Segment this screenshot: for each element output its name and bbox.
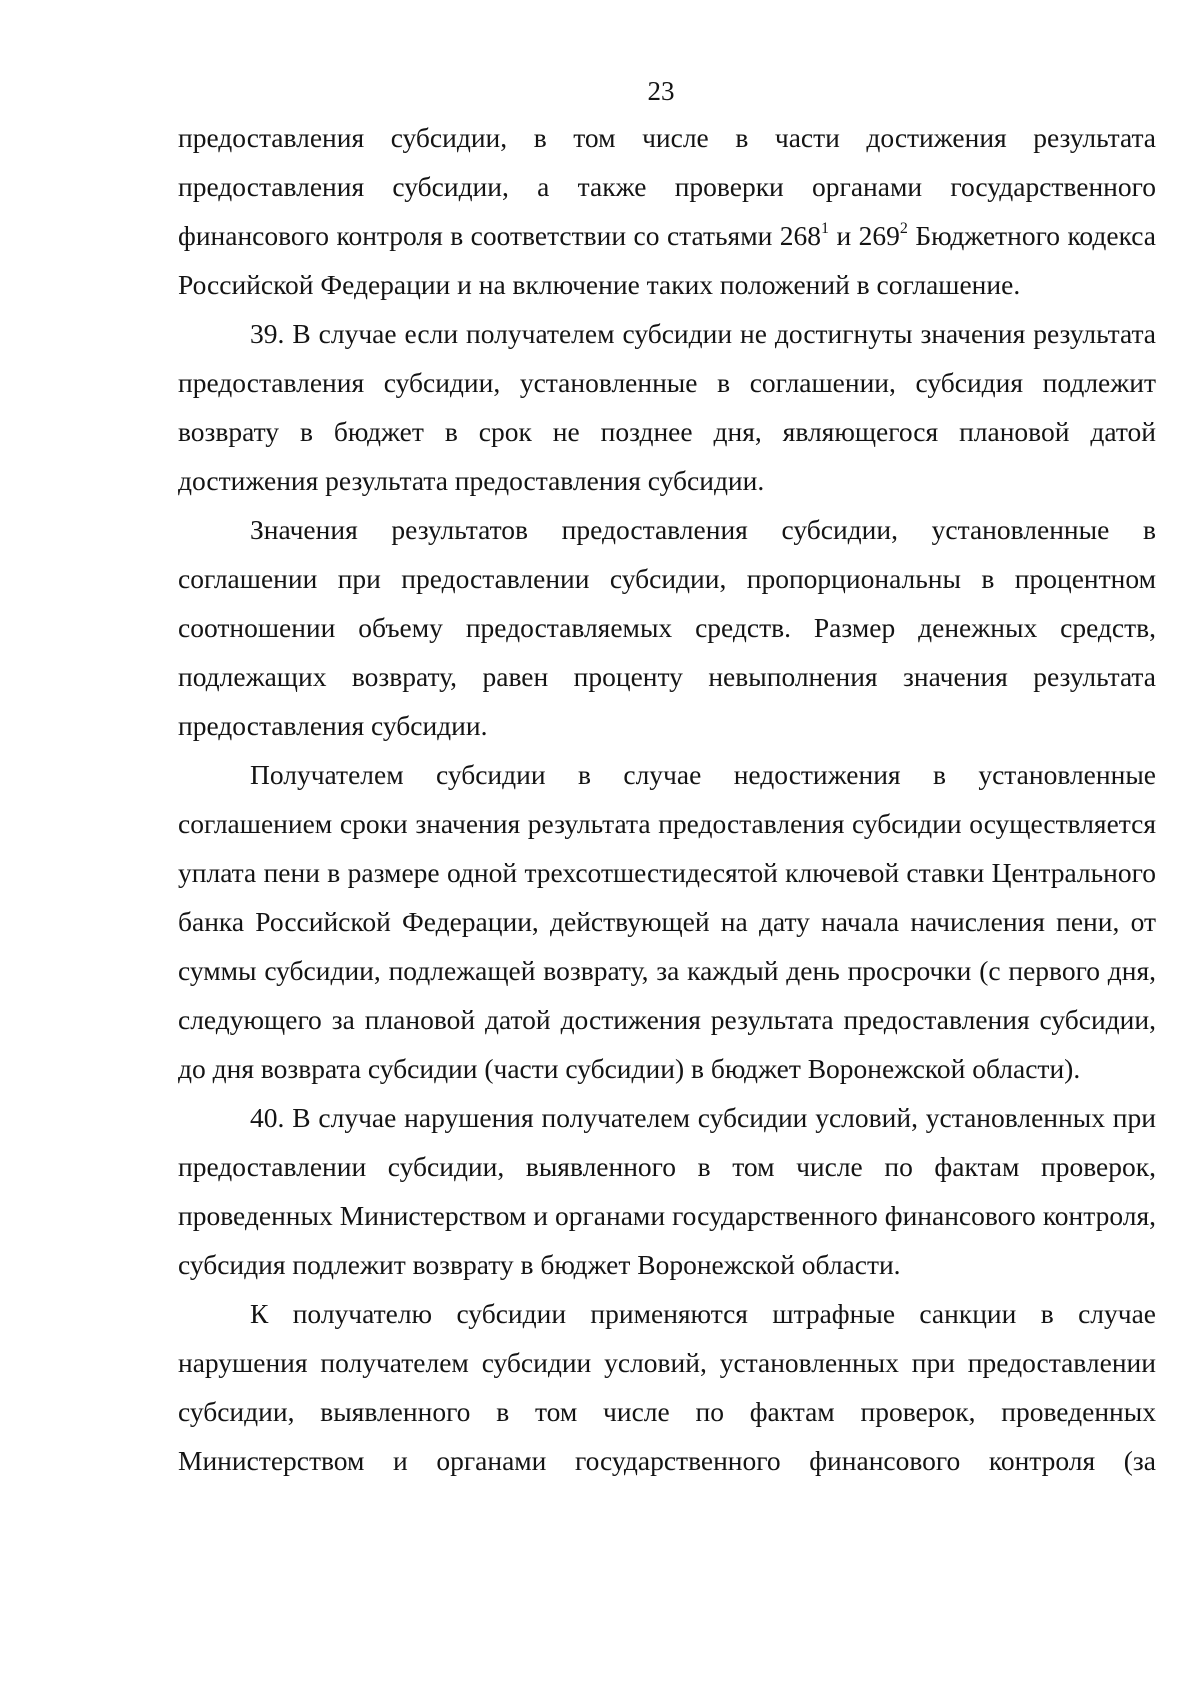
paragraph-text: Получателем субсидии в случае недостижения в установленные соглашением сроки значения результата предоставления субсидии осуществляется уплата пени в размере одной трехсотшестидесятой ключевой ставки Центрального банка Российской Федерации, действующей на дату начала начисления пени, от суммы субсидии, подлежащей возврату, за каждый день просрочки (с первого дня, следующего за плановой датой достижения результата предоставления субсидии, до дня возврата субсидии (части субсидии) в бюджет Воронежской области). — [178, 759, 1156, 1084]
paragraph-p40 — [178, 1093, 1156, 1289]
page-number: 23 — [647, 76, 675, 106]
superscript: 2 — [899, 219, 908, 237]
paragraph-text: предоставления субсидии, в том числе в части достижения результата предоставления субсидии, а также проверки органами государственного финансового контроля в соответствии со статьями 268 — [178, 122, 1156, 251]
paragraph-text: К получателю субсидии применяются штрафные санкции в случае нарушения получателем субсидии условий, установленных при предоставлении субсидии, выявленного в том числе по фактам проверок, проведенных Министерством и органами государственного финансового контроля (за — [178, 1298, 1156, 1476]
superscript: 1 — [821, 219, 830, 237]
paragraph-text: 39. В случае если получателем субсидии не достигнуты значения результата предоставления субсидии, установленные в соглашении, субсидия подлежит возврату в бюджет в срок не позднее дня, являющегося плановой датой достижения результата предоставления субсидии. — [178, 318, 1156, 496]
paragraph-text: и 269 — [829, 220, 900, 251]
paragraph-p39c — [178, 750, 1156, 1093]
paragraph-p39 — [178, 309, 1156, 505]
paragraph-p39b — [178, 505, 1156, 750]
document-body — [178, 113, 1156, 1485]
paragraph-text: Значения результатов предоставления субсидии, установленные в соглашении при предоставлении субсидии, пропорциональны в процентном соотношении объему предоставляемых средств. Размер денежных средств, подлежащих возврату, равен проценту невыполнения значения результата предоставления субсидии. — [178, 514, 1156, 741]
paragraph-p0 — [178, 113, 1156, 309]
paragraph-text: Бюджетного кодекса Российской Федерации и на включение таких положений в соглашение. — [178, 220, 1156, 300]
paragraph-text: 40. В случае нарушения получателем субсидии условий, установленных при предоставлении субсидии, выявленного в том числе по фактам проверок, проведенных Министерством и органами государственного финансового контроля, субсидия подлежит возврату в бюджет Воронежской области. — [178, 1102, 1156, 1280]
paragraph-p40b — [178, 1289, 1156, 1485]
